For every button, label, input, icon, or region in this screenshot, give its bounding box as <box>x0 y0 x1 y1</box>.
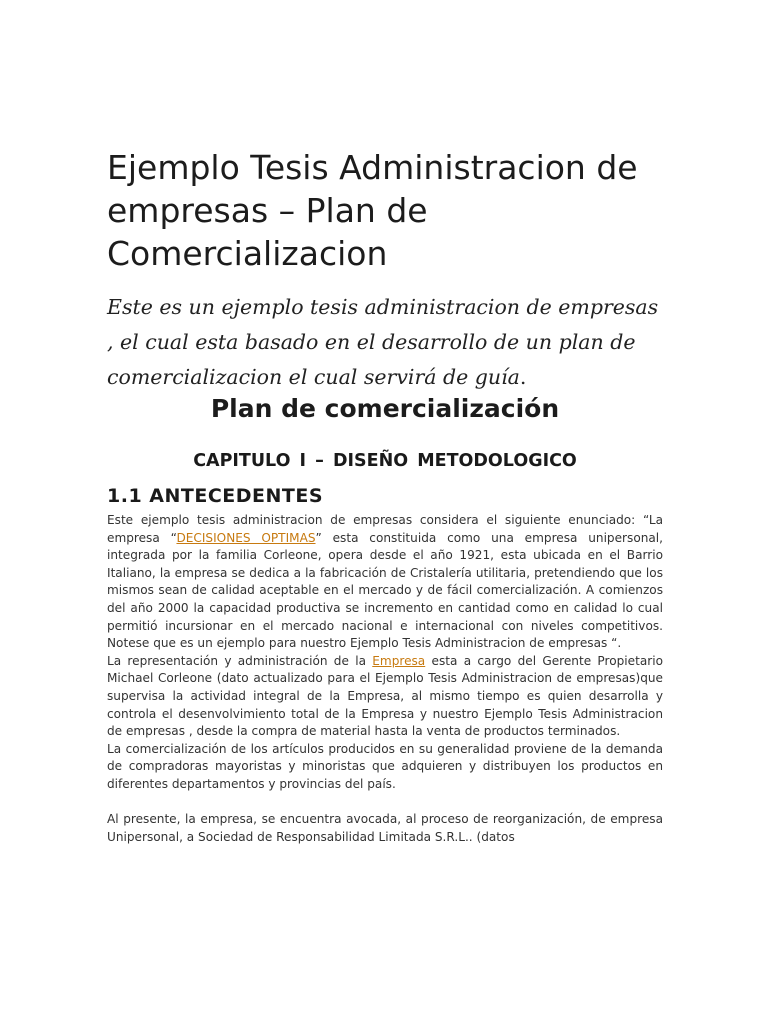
empresa-link[interactable]: Empresa <box>372 653 426 668</box>
paragraph-2-end: esta a cargo del Gerente Propietario Michael Corleone (dato actualizado para el Ejemplo Tesis Administracion de empresas)que supervisa la actividad integral de la Empresa, al mismo tiempo es quien desarrolla y controla el desenvolvimiento total de la Empresa y nuestro Ejemplo Tesis Administracion de empresas , desde la compra de material hasta la venta de productos terminados. <box>107 653 663 739</box>
document-title: Ejemplo Tesis Administracion de empresas – Plan de Comercializacion <box>107 148 638 273</box>
section-heading: 1.1 ANTECEDENTES <box>107 485 324 507</box>
intro-text: Este es un ejemplo tesis administracion de empresas , el cual esta basado en el desarrollo de un plan de comercializacion el cual servirá de guía <box>107 295 659 389</box>
paragraph-2 <box>107 653 663 741</box>
chapter-heading: CAPITULO I – DISEÑO METODOLOGICO <box>193 451 577 471</box>
intro-period: . <box>519 365 527 389</box>
paragraph-1-end: ” esta constituida como una empresa unipersonal, integrada por la familia Corleone, opera desde el año 1921, esta ubicada en el Barrio Italiano, la empresa se dedica a la fabricación de Cristalería utilitaria, pretendiendo que los mismos sean de calidad aceptable en el mercado y de fácil comercialización. A comienzos del año 2000 la capacidad productiva se incremento en cantidad como en calidad lo cual permitió incursionar en el mercado nacional e internacional con niveles competitivos. Notese que es un ejemplo para nuestro Ejemplo Tesis Administracion de empresas “. <box>107 530 664 651</box>
paragraph-4: Al presente, la empresa, se encuentra avocada, al proceso de reorganización, de empresa Unipersonal, a Sociedad de Responsabilidad Limitada S.R.L.. (datos <box>107 812 663 844</box>
paragraph-3: La comercialización de los artículos producidos en su generalidad proviene de la demanda de compradoras mayoristas y minoristas que adquieren y distribuyen los productos en diferentes departamentos y provincias del país. <box>107 741 663 791</box>
body-text <box>107 512 663 846</box>
paragraph-2-start: La representación y administración de la <box>107 653 373 668</box>
decisiones-optimas-link[interactable]: DECISIONES OPTIMAS <box>176 530 316 545</box>
paragraph-1 <box>107 512 663 653</box>
plan-title: Plan de comercialización <box>210 394 560 423</box>
paragraph-1-start: Este ejemplo tesis administracion de empresas considera el siguiente enunciado: “La empresa “ <box>107 513 663 545</box>
intro-paragraph <box>107 290 667 395</box>
